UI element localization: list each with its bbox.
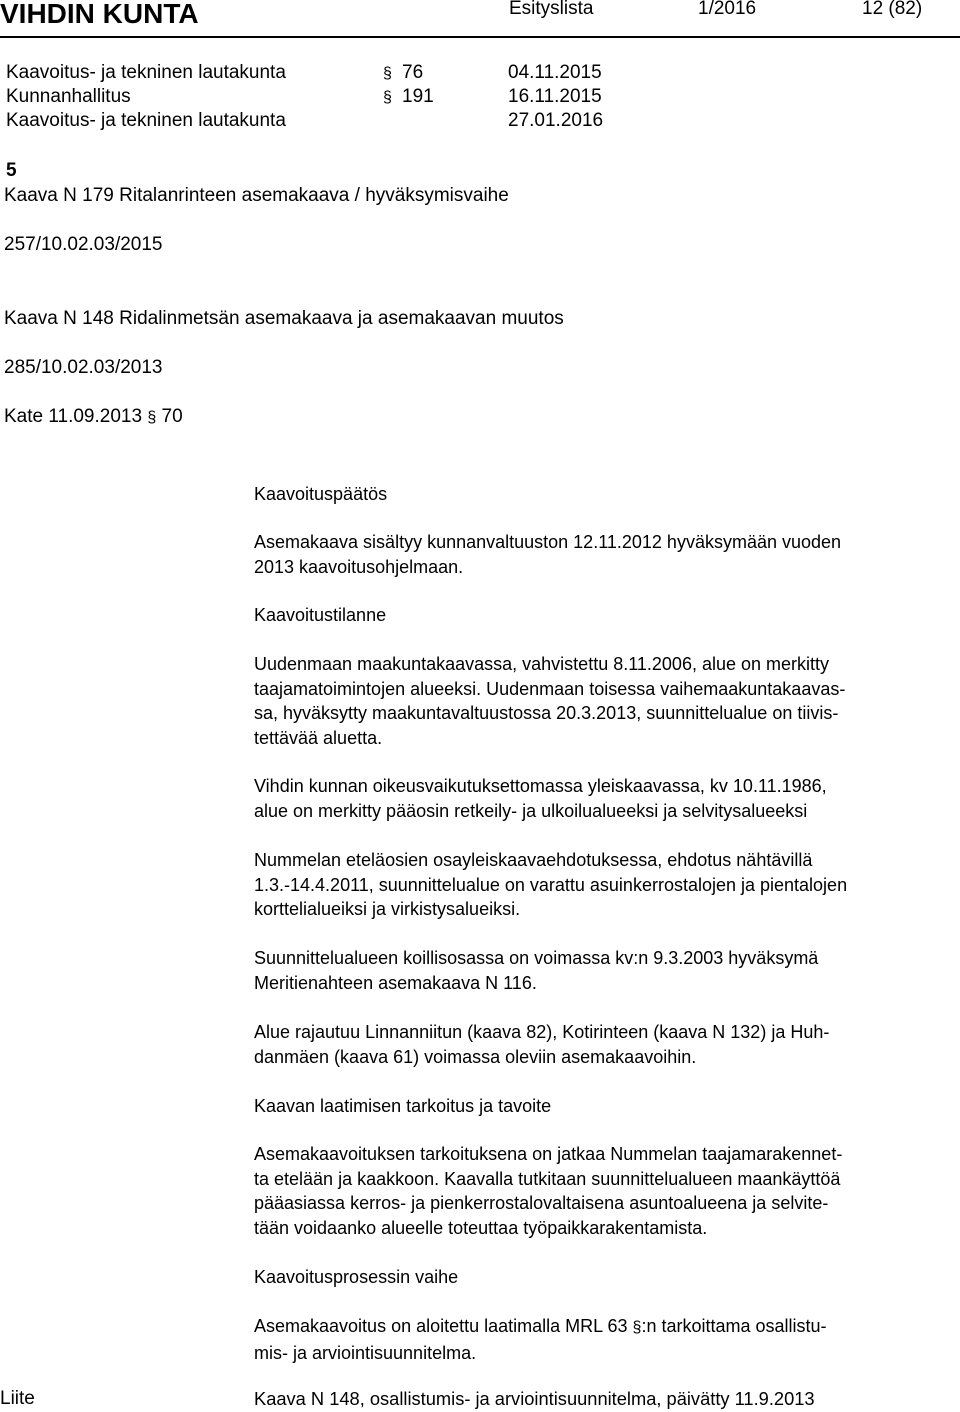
document-type: Esityslista	[509, 0, 594, 19]
page-number: 12 (82)	[862, 0, 923, 19]
plan-name: Kaava N 148 Ridalinmetsän asemakaava ja asemakaavan muutos	[4, 308, 564, 329]
vaihe-text: Asemakaavoitus on aloitettu laatimalla MRL 63	[254, 1316, 633, 1336]
section-mark: §	[383, 89, 392, 106]
reference-number: 285/10.02.03/2013	[4, 357, 163, 378]
kate-prefix: Kate 11.09.2013	[4, 406, 143, 427]
heading-kaavoitustilanne: Kaavoitustilanne	[254, 605, 387, 625]
kate-reference	[4, 406, 183, 428]
history-body: Kaavoitus- ja tekninen lautakunta	[6, 62, 286, 83]
heading-vaihe: Kaavoitusprosessin vaihe	[254, 1267, 459, 1287]
history-body: Kunnanhallitus	[6, 86, 131, 107]
attachment-text: Kaava N 148, osallistumis- ja arviointisuunnitelma, päivätty 11.9.2013	[254, 1388, 815, 1409]
paragraph-asemakaava-n116: Suunnittelualueen koillisosassa on voimassa kv:n 9.3.2003 hyväksymä Meritienahteen asemakaava N 116.	[254, 948, 819, 993]
history-number: 76	[402, 62, 424, 83]
header-divider	[0, 36, 960, 38]
vaihe-text: :n tarkoittama osallistu-	[641, 1316, 827, 1336]
paragraph-yleiskaava: Vihdin kunnan oikeusvaikutuksettomassa yleiskaavassa, kv 10.11.1986, alue on merkitty pääosin retkeily- ja ulkoilualueeksi ja selvitysalueeksi	[254, 776, 827, 821]
paragraph-rajautuu: Alue rajautuu Linnanniitun (kaava 82), Kotirinteen (kaava N 132) ja Huh- danmäen (kaava 61) voimassa oleviin asemakaavoihin.	[254, 1022, 830, 1067]
paragraph-osayleiskaava: Nummelan eteläosien osayleiskaavaehdotuksessa, ehdotus nähtävillä 1.3.-14.4.2011, suunnittelualue on varattu asuinkerrostalojen ja pientalojen korttelialueiksi ja virkistysalueiksi.	[254, 850, 848, 919]
section-mark: §	[383, 65, 392, 82]
history-number: 191	[402, 86, 434, 107]
organization-name: VIHDIN KUNTA	[0, 0, 199, 29]
section-mark: §	[632, 1319, 642, 1336]
heading-tarkoitus: Kaavan laatimisen tarkoitus ja tavoite	[254, 1096, 552, 1116]
history-body: Kaavoitus- ja tekninen lautakunta	[6, 110, 286, 131]
section-mark: §	[147, 409, 157, 426]
item-title: Kaava N 179 Ritalanrinteen asemakaava / hyväksymisvaihe	[4, 185, 509, 206]
paragraph-maakuntakaava: Uudenmaan maakuntakaavassa, vahvistettu 8.11.2006, alue on merkitty taajamatoimintojen alueeksi. Uudenmaan toisessa vaihemaakuntakaavas- sa, hyväksytty maakuntavaltuustossa 20.3.2013, suunnittelualue on tiivis- tettävää aluetta.	[254, 654, 846, 748]
item-number: 5	[6, 160, 17, 181]
attachment-label: Liite	[0, 1388, 35, 1409]
paragraph-tarkoitus: Asemakaavoituksen tarkoituksena on jatkaa Nummelan taajamarakennet- ta etelään ja kaakkoon. Kaavalla tutkitaan suunnittelualueen maankäyttöä pääasiassa kerros- ja pienkerrostalovaltaisena asuntoalueena ja selvite- tään voidaanko alueelle toteuttaa työpaikkarakentamista.	[254, 1144, 843, 1238]
history-date: 27.01.2016	[508, 110, 604, 131]
paragraph-vaihe: Asemakaavoitus on aloitettu laatimalla MRL 63 §:n tarkoittama osallistu- mis- ja arviointisuunnitelma.	[254, 1316, 827, 1363]
kate-number: 70	[161, 406, 183, 427]
history-date: 04.11.2015	[508, 62, 602, 83]
paragraph-kaavoituspaatos: Asemakaava sisältyy kunnanvaltuuston 12.11.2012 hyväksymään vuoden 2013 kaavoitusohjelmaan.	[254, 532, 842, 577]
heading-kaavoituspaatos: Kaavoituspäätös	[254, 484, 388, 504]
document-number: 1/2016	[698, 0, 757, 19]
history-date: 16.11.2015	[508, 86, 602, 107]
reference-number: 257/10.02.03/2015	[4, 234, 163, 255]
